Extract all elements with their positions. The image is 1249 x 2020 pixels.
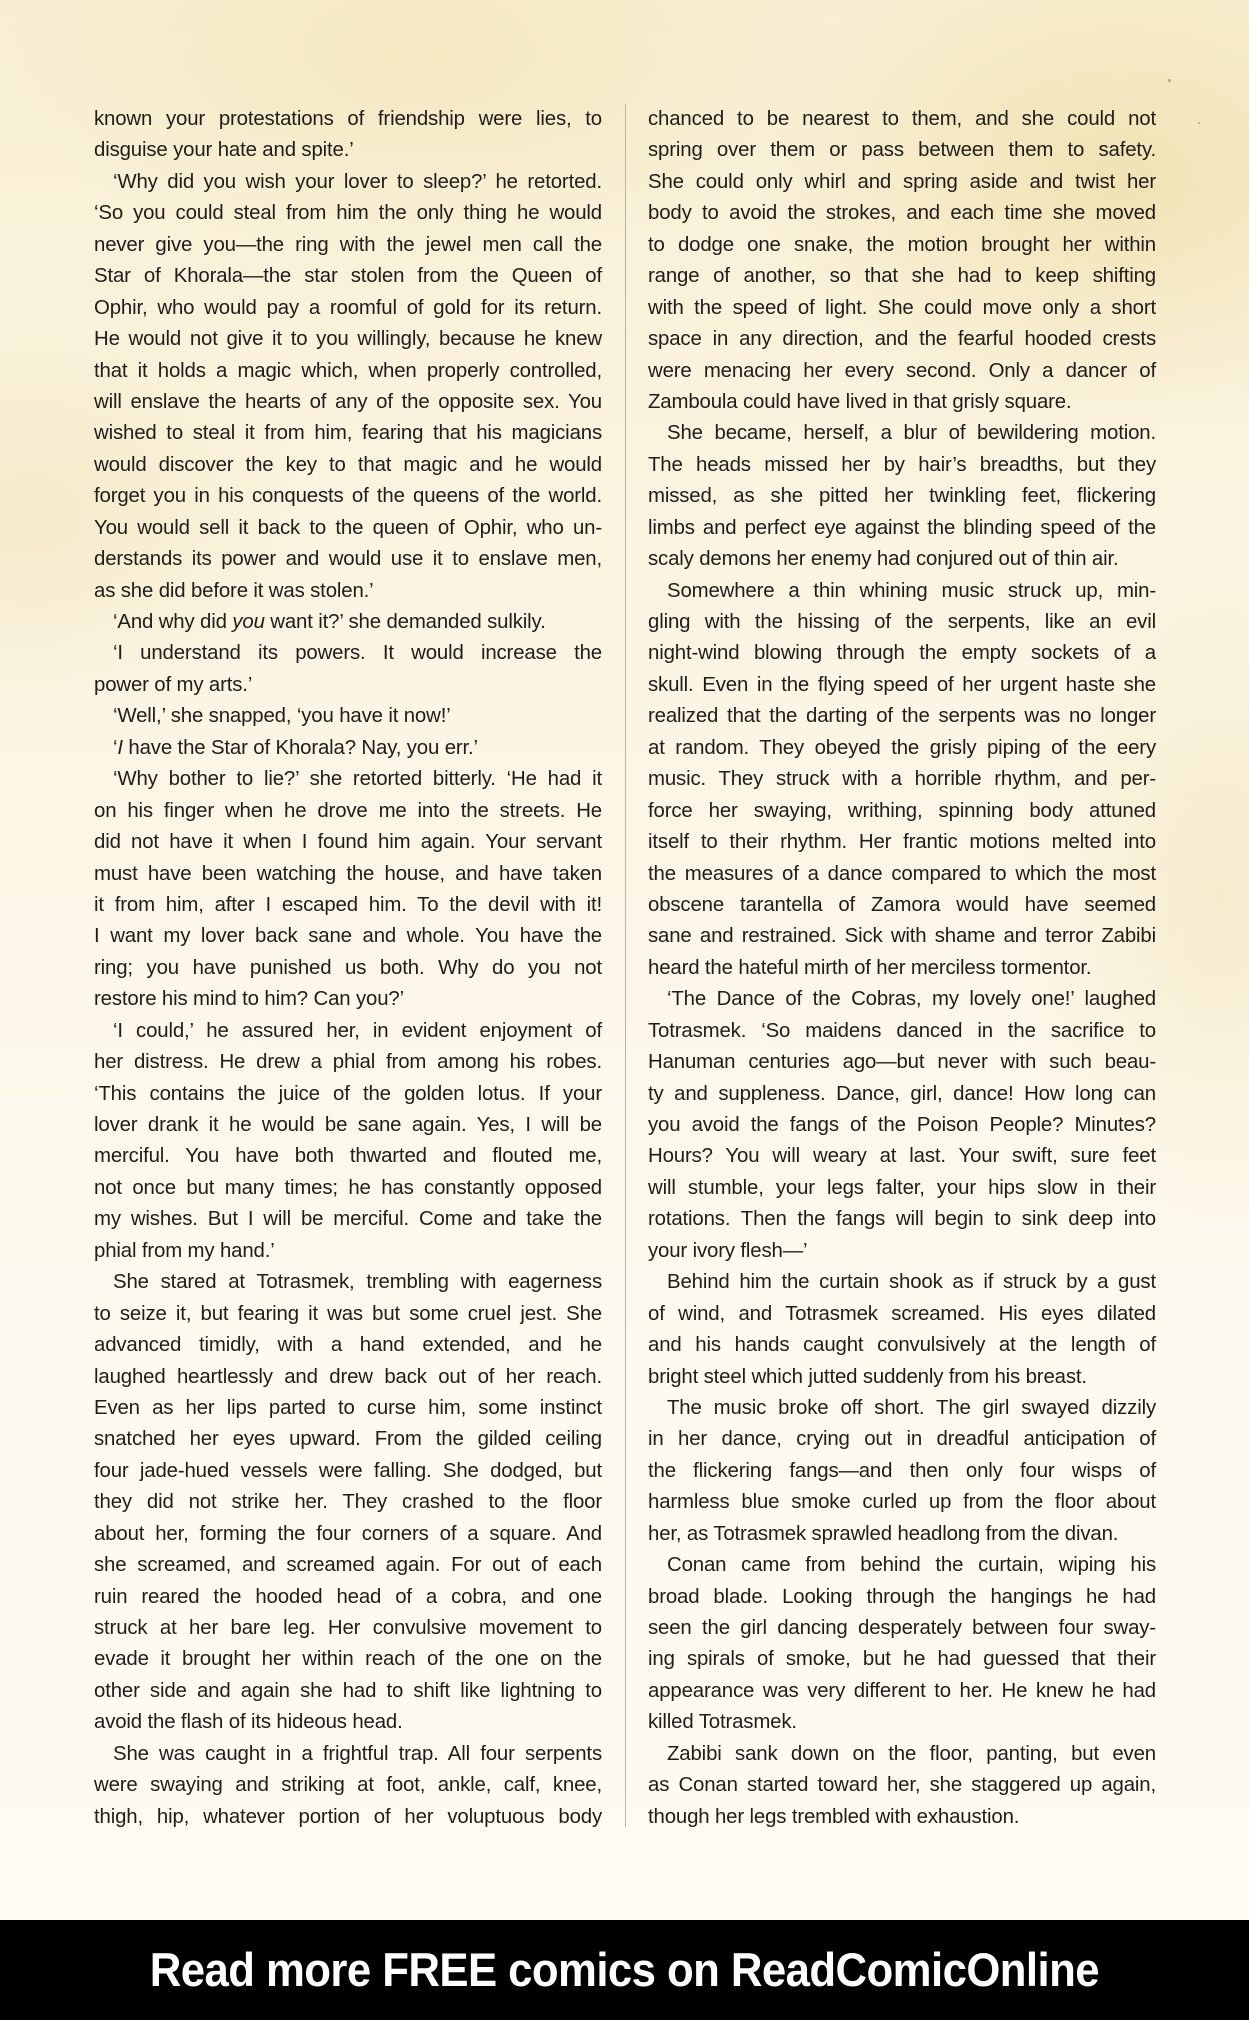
- text-line: seen the girl dancing desperately between four sway-: [648, 1617, 1156, 1639]
- text-line: ‘Well,’ she snapped, ‘you have it now!’: [113, 705, 451, 728]
- text-line: itself to their rhythm. Her frantic motions melted into: [648, 831, 1156, 854]
- paragraph: [648, 1393, 1156, 1550]
- text-line: and his hands caught convulsively at the length of: [648, 1334, 1156, 1357]
- text-line: that it holds a magic which, when properly controlled,: [94, 359, 602, 382]
- text-line: harmless blue smoke curled up from the floor about: [648, 1491, 1156, 1514]
- text-line: the flickering fangs—and then only four wisps of: [648, 1459, 1156, 1482]
- text-line: limbs and perfect eye against the blinding speed of the: [648, 516, 1156, 539]
- paragraph: [94, 607, 602, 638]
- text-line: ruin reared the hooded head of a cobra, and one: [94, 1585, 602, 1608]
- text-line: ‘The Dance of the Cobras, my lovely one!’ laughed: [667, 988, 1156, 1011]
- paragraph: [648, 984, 1156, 1267]
- text-line: spring over them or pass between them to safety.: [648, 139, 1156, 162]
- text-line: The music broke off short. The girl swayed dizzily: [667, 1396, 1156, 1419]
- text-line: gling with the hissing of the serpents, like an evil: [648, 611, 1156, 633]
- paragraph: [94, 104, 602, 167]
- text-line: heard the hateful mirth of her merciless tormentor.: [648, 956, 1092, 979]
- paragraph: [648, 576, 1156, 985]
- column-divider: [625, 104, 626, 1827]
- paragraph: [94, 167, 602, 607]
- text-line: She stared at Totrasmek, trembling with eagerness: [113, 1271, 602, 1294]
- text-line: my wishes. But I will be merciful. Come and take the: [94, 1208, 602, 1231]
- text-line: ring; you have punished us both. Why do you not: [94, 956, 602, 979]
- text-line: force her swaying, writhing, spinning body attuned: [648, 799, 1156, 822]
- text-line: body to avoid the strokes, and each time she moved: [648, 202, 1156, 225]
- text-line: thigh, hip, whatever portion of her voluptuous body: [94, 1805, 602, 1828]
- text-line: The heads missed her by hair’s breadths, but they: [648, 453, 1156, 476]
- paragraph: [94, 733, 602, 764]
- paragraph: [648, 1739, 1156, 1833]
- emphasis: you: [232, 611, 265, 633]
- text-line: at random. They obeyed the grisly piping of the eery: [648, 736, 1156, 759]
- text-line: killed Totrasmek.: [648, 1711, 797, 1734]
- text-line: Star of Khorala—the star stolen from the Queen of: [94, 265, 602, 288]
- paragraph: [94, 638, 602, 701]
- paragraph: [94, 1267, 602, 1739]
- text-line: evade it brought her within reach of the one on the: [94, 1648, 602, 1671]
- text-line: obscene tarantella of Zamora would have seemed: [648, 893, 1156, 916]
- text-line: about her, forming the four corners of a square. And: [94, 1522, 602, 1545]
- promo-banner[interactable]: [0, 1920, 1249, 2020]
- text-line: were swaying and striking at foot, ankle, calf, knee,: [94, 1774, 602, 1797]
- text-line: were menacing her every second. Only a dancer of: [648, 359, 1156, 382]
- text-line: they did not strike her. They crashed to the floor: [94, 1491, 602, 1514]
- text-line: four jade-hued vessels were falling. She dodged, but: [94, 1459, 602, 1482]
- text-line: power of my arts.’: [94, 673, 253, 696]
- text-line: night-wind blowing through the empty sockets of a: [648, 642, 1156, 665]
- text-line: Hours? You will weary at last. Your swift, sure feet: [648, 1145, 1156, 1168]
- text-line: Even as her lips parted to curse him, some instinct: [94, 1396, 602, 1419]
- paragraph: [94, 701, 602, 732]
- text-line: sane and restrained. Sick with shame and terror Zabibi: [648, 925, 1156, 948]
- text-line: Zamboula could have lived in that grisly square.: [648, 390, 1072, 413]
- text-line: She became, herself, a blur of bewildering motion.: [667, 422, 1156, 445]
- text-line: though her legs trembled with exhaustion.: [648, 1805, 1020, 1828]
- paragraph: [94, 1016, 602, 1268]
- text-line: ‘I have the Star of Khorala? Nay, you err.’: [113, 736, 478, 759]
- text-line: will stumble, your legs falter, your hips slow in their: [648, 1176, 1156, 1199]
- text-line: merciful. You have both thwarted and flouted me,: [94, 1145, 602, 1168]
- text-line: must have been watching the house, and have taken: [94, 862, 602, 885]
- text-line: known your protestations of friendship were lies, to: [94, 108, 602, 130]
- text-line: never give you—the ring with the jewel men call the: [94, 233, 602, 256]
- text-line: ‘I understand its powers. It would increase the: [113, 642, 602, 665]
- text-line: I want my lover back sane and whole. You have the: [94, 925, 602, 948]
- text-line: Conan came from behind the curtain, wiping his: [667, 1554, 1156, 1577]
- paragraph: [648, 1550, 1156, 1739]
- text-line: avoid the flash of its hideous head.: [94, 1711, 403, 1734]
- text-line: will enslave the hearts of any of the opposite sex. You: [94, 390, 602, 413]
- text-line: with the speed of light. She could move only a short: [648, 296, 1156, 319]
- text-line: Ophir, who would pay a roomful of gold for its return.: [94, 296, 602, 319]
- text-line: realized that the darting of the serpents was no longer: [648, 705, 1156, 728]
- text-line: laughed heartlessly and drew back out of her reach.: [94, 1365, 602, 1388]
- text-line: advanced timidly, with a hand extended, and he: [94, 1334, 602, 1357]
- text-line: broad blade. Looking through the hangings he had: [648, 1585, 1156, 1608]
- text-line: music. They struck with a horrible rhythm, and per-: [648, 768, 1156, 791]
- text-line: Hanuman centuries ago—but never with such beau-: [648, 1051, 1156, 1074]
- text-line: chanced to be nearest to them, and she could not: [648, 108, 1156, 130]
- text-line: did not have it when I found him again. Your servant: [94, 831, 602, 854]
- text-line: in her dance, crying out in dreadful anticipation of: [648, 1428, 1156, 1451]
- text-line: restore his mind to him? Can you?’: [94, 988, 404, 1011]
- text-line: you avoid the fangs of the Poison People? Minutes?: [648, 1114, 1156, 1136]
- text-line: to seize it, but fearing it was but some cruel jest. She: [94, 1302, 602, 1325]
- text-line: skull. Even in the flying speed of her urgent haste she: [648, 673, 1156, 696]
- text-line: range of another, so that she had to keep shifting: [648, 265, 1156, 288]
- text-line: other side and again she had to shift like lightning to: [94, 1679, 602, 1702]
- text-line: missed, as she pitted her twinkling feet, flickering: [648, 485, 1156, 508]
- text-line: wished to steal it from him, fearing that his magicians: [94, 422, 602, 445]
- text-line: She could only whirl and spring aside and twist her: [648, 170, 1156, 193]
- text-line: ‘And why did you want it?’ she demanded sulkily.: [113, 611, 546, 633]
- text-line: lover drank it he would be sane again. Yes, I will be: [94, 1114, 602, 1136]
- paragraph: [94, 764, 602, 1016]
- text-line: scaly demons her enemy had conjured out of thin air.: [648, 548, 1119, 571]
- text-line: her, as Totrasmek sprawled headlong from the divan.: [648, 1522, 1119, 1545]
- text-line: He would not give it to you willingly, because he knew: [94, 328, 602, 351]
- text-line: bright steel which jutted suddenly from his breast.: [648, 1365, 1087, 1388]
- text-line: ‘This contains the juice of the golden lotus. If your: [94, 1082, 602, 1105]
- text-line: ‘I could,’ he assured her, in evident enjoyment of: [113, 1019, 602, 1042]
- text-line: appearance was very different to her. He knew he had: [648, 1679, 1156, 1702]
- promo-banner-text[interactable]: Read more FREE comics on ReadComicOnline: [149, 1943, 1100, 1996]
- text-line: your ivory flesh—’: [648, 1239, 808, 1262]
- paragraph: [648, 104, 1156, 418]
- text-line: as Conan started toward her, she staggered up again,: [648, 1774, 1156, 1797]
- text-line: as she did before it was stolen.’: [94, 579, 374, 602]
- text-line: She was caught in a frightful trap. All four serpents: [113, 1742, 602, 1765]
- text-column-left: [94, 104, 602, 1833]
- text-line: not once but many times; he has constantly opposed: [94, 1176, 602, 1199]
- emphasis: I: [117, 736, 123, 759]
- text-line: snatched her eyes upward. From the gilded ceiling: [94, 1428, 602, 1451]
- paper-speck: [1198, 122, 1200, 124]
- text-line: You would sell it back to the queen of Ophir, who un-: [94, 516, 602, 539]
- paragraph: [648, 1267, 1156, 1393]
- text-column-right: [648, 104, 1156, 1833]
- text-line: struck at her bare leg. Her convulsive movement to: [94, 1617, 602, 1639]
- text-line: to dodge one snake, the motion brought her within: [648, 233, 1156, 256]
- text-line: rotations. Then the fangs will begin to sink deep into: [648, 1208, 1156, 1231]
- text-line: ty and suppleness. Dance, girl, dance! How long can: [648, 1082, 1156, 1105]
- text-line: of wind, and Totrasmek screamed. His eyes dilated: [648, 1302, 1156, 1325]
- text-line: Somewhere a thin whining music struck up, min-: [667, 579, 1156, 602]
- text-line: Behind him the curtain shook as if struck by a gust: [667, 1271, 1156, 1294]
- text-line: ing spirals of smoke, but he had guessed that their: [648, 1648, 1156, 1671]
- text-line: on his finger when he drove me into the streets. He: [94, 799, 602, 822]
- text-line: the measures of a dance compared to which the most: [648, 862, 1156, 885]
- text-line: ‘So you could steal from him the only thing he would: [94, 202, 602, 225]
- text-line: ‘Why bother to lie?’ she retorted bitterly. ‘He had it: [113, 768, 602, 791]
- paper-speck: [1168, 79, 1171, 82]
- text-line: Totrasmek. ‘So maidens danced in the sacrifice to: [648, 1019, 1156, 1042]
- text-line: forget you in his conquests of the queens of the world.: [94, 485, 602, 508]
- paragraph: [94, 1739, 602, 1833]
- text-line: would discover the key to that magic and he would: [94, 453, 602, 476]
- paragraph: [648, 418, 1156, 575]
- text-line: she screamed, and screamed again. For out of each: [94, 1554, 602, 1577]
- text-line: phial from my hand.’: [94, 1239, 275, 1262]
- text-line: it from him, after I escaped him. To the devil with it!: [94, 893, 602, 916]
- text-line: space in any direction, and the fearful hooded crests: [648, 328, 1156, 351]
- text-line: disguise your hate and spite.’: [94, 139, 354, 162]
- text-line: Zabibi sank down on the floor, panting, but even: [667, 1742, 1156, 1765]
- text-line: ‘Why did you wish your lover to sleep?’ he retorted.: [113, 170, 602, 193]
- text-line: her distress. He drew a phial from among his robes.: [94, 1051, 602, 1074]
- text-line: derstands its power and would use it to enslave men,: [94, 548, 602, 571]
